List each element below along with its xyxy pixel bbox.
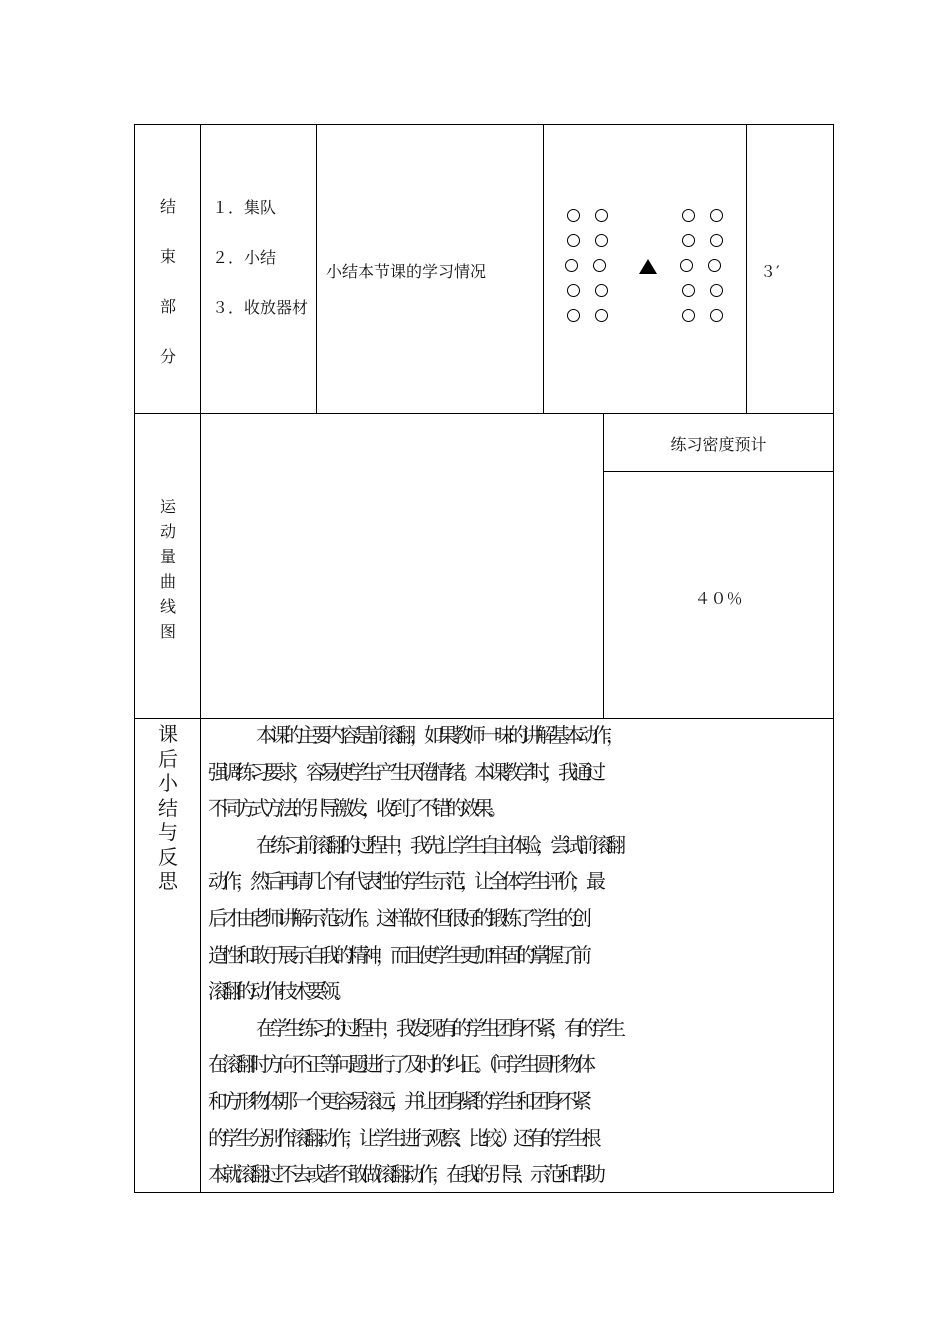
curve-chart-area xyxy=(201,414,603,718)
student-circle-icon xyxy=(595,234,608,247)
items-column-divider xyxy=(316,124,317,413)
teacher-triangle-icon xyxy=(639,259,657,274)
student-circle-icon xyxy=(682,234,695,247)
density-header-divider xyxy=(603,471,833,472)
section-end-time: ３′ xyxy=(760,262,780,281)
summary-line: 不同方式方法的引导激发，收到了不错的效果。 xyxy=(208,796,502,821)
student-circle-icon xyxy=(682,309,695,322)
student-circle-icon xyxy=(680,259,693,272)
student-circle-icon xyxy=(567,284,580,297)
table-right-border xyxy=(833,124,834,1193)
student-circle-icon xyxy=(710,209,723,222)
density-column-divider xyxy=(603,413,604,718)
student-circle-icon xyxy=(710,309,723,322)
summary-label: 课 后 小 结 与 反 思 xyxy=(158,722,178,893)
section-end-items xyxy=(212,196,312,320)
item-collect-equipment: ３．收放器材 xyxy=(212,298,309,317)
summary-text xyxy=(208,717,828,1193)
density-value: ４０％ xyxy=(694,589,743,608)
curve-label: 运 动 量 曲 线 图 xyxy=(159,497,176,641)
summary-line: 在练习前滚翻的过程中，我先让学生自主体验，尝试前滚翻 xyxy=(256,832,620,857)
student-circle-icon xyxy=(565,259,578,272)
student-circle-icon xyxy=(708,259,721,272)
student-circle-icon xyxy=(595,209,608,222)
formation-diagram xyxy=(544,125,746,413)
table-left-border xyxy=(134,124,135,1193)
summary-line: 造性和敢于展示自我的精神，而且使学生更加牢固的掌握了前 xyxy=(208,942,586,967)
summary-line: 滚翻的动作技术要领。 xyxy=(208,979,348,1004)
section-end-label: 结 束 部 分 xyxy=(159,197,176,366)
summary-line: 在滚翻时方向不正等问题进行了及时的纠正。（问学生圆形物体 xyxy=(208,1052,590,1077)
student-circle-icon xyxy=(567,209,580,222)
summary-line: 本课的主要内容是前滚翻，如果教师一味的讲解基本动作， xyxy=(256,723,620,747)
item-summary: ２．小结 xyxy=(212,248,277,267)
summary-line: 在学生练习的过程中，我发现有的学生团身不紧，有的学生 xyxy=(256,1015,620,1040)
formation-column-divider xyxy=(746,124,747,413)
summary-line: 强调练习要求，容易使学生产生厌倦情绪。本课教学时，我通过 xyxy=(208,759,600,784)
density-header: 练习密度预计 xyxy=(670,435,767,454)
student-circle-icon xyxy=(710,234,723,247)
summary-line: 本就滚翻过不去或者不敢做滚翻动作，在我的引导、示范和帮助 xyxy=(208,1162,600,1187)
student-circle-icon xyxy=(682,209,695,222)
summary-line: 后才由老师讲解示范动作。这样做不但很好的锻炼了学生的创 xyxy=(208,905,586,930)
student-circle-icon xyxy=(682,284,695,297)
student-circle-icon xyxy=(567,234,580,247)
item-gather: １．集队 xyxy=(212,198,277,217)
summary-line: 动作，然后再请几个有代表性的学生示范，让全体学生评价，最 xyxy=(208,869,600,894)
student-circle-icon xyxy=(710,284,723,297)
student-circle-icon xyxy=(593,259,606,272)
summary-line: 的学生分别作滚翻动作，让学生进行观察、比较。）还有的学生根 xyxy=(208,1125,596,1150)
student-circle-icon xyxy=(595,309,608,322)
student-circle-icon xyxy=(595,284,608,297)
summary-line: 和方形物体那一个更容易滚远，并让团身紧的学生和团身不紧 xyxy=(208,1088,586,1113)
section-end-requirement: 小结本节课的学习情况 xyxy=(326,262,487,281)
student-circle-icon xyxy=(567,309,580,322)
